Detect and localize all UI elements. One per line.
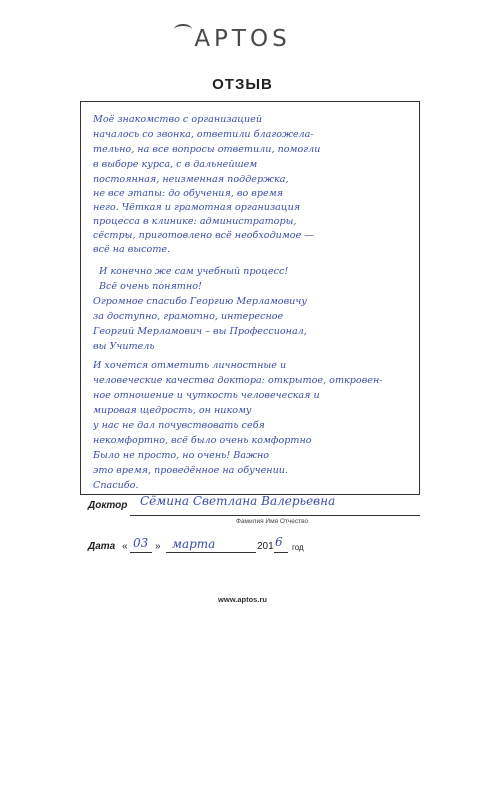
date-label: Дата	[88, 541, 116, 552]
date-year-underline	[274, 552, 288, 553]
review-line: в выборе курса, с в дальнейшем	[93, 159, 258, 170]
page-title: ОТЗЫВ	[212, 76, 273, 93]
review-line: ное отношение и чуткость человеческая и	[93, 390, 320, 401]
review-line: И конечно же сам учебный процесс!	[99, 266, 289, 277]
review-line: тельно, на все вопросы ответили, помогли	[93, 144, 321, 155]
review-line: всё на высоте.	[93, 244, 171, 255]
review-line: Огромное спасибо Георгию Мерламовичу	[93, 296, 307, 307]
date-year-handwritten: 6	[275, 535, 283, 549]
review-line: мировая щедрость, он никому	[93, 405, 252, 416]
name-caption: Фамилия Имя Отчество	[236, 518, 309, 525]
review-line: человеческие качества доктора: открытое, откровен-	[93, 375, 383, 386]
review-text-box	[80, 101, 420, 495]
review-line: процесса в клинике: администраторы,	[93, 216, 297, 227]
review-line: это время, проведённое на обучении.	[93, 465, 289, 476]
review-line: некомфортно, всё было очень комфортно	[93, 435, 312, 446]
review-line: Моё знакомство с организацией	[93, 114, 263, 125]
review-line: Было не просто, но очень! Важно	[93, 450, 270, 461]
review-line: вы Учитель	[93, 341, 155, 352]
date-day-handwritten: 03	[133, 536, 149, 550]
website-footer: www.aptos.ru	[218, 595, 267, 604]
logo-text: APTOS	[194, 26, 291, 52]
date-year-prefix: 201	[257, 541, 274, 552]
doctor-underline	[130, 515, 420, 516]
review-line: сёстры, приготовлено всё необходимое —	[93, 230, 314, 241]
date-quote-open: «	[122, 541, 128, 552]
date-day-underline	[130, 552, 152, 553]
date-quote-close: »	[155, 541, 161, 552]
review-line: Спасибо.	[93, 480, 139, 491]
date-month-underline	[166, 552, 256, 553]
date-month-handwritten: марта	[172, 537, 216, 551]
review-line: за доступно, грамотно, интересное	[93, 311, 284, 322]
logo-arc-icon	[174, 24, 192, 35]
doctor-label: Доктор	[88, 500, 128, 511]
review-line: не все этапы: до обучения, во время	[93, 188, 284, 199]
review-line: И хочется отметить личностные и	[93, 360, 287, 371]
review-line: Всё очень понятно!	[99, 281, 202, 292]
doctor-name-handwritten: Сёмина Светлана Валерьевна	[140, 494, 336, 508]
review-line: Георгий Мерламович – вы Профессионал,	[93, 326, 307, 337]
review-line: постоянная, неизменная поддержка,	[93, 174, 289, 185]
review-line: него. Чёткая и грамотная организация	[93, 202, 301, 213]
review-line: началось со звонка, ответили благожела-	[93, 129, 314, 140]
date-year-unit: год	[292, 543, 304, 552]
review-line: у нас не дал почувствовать себя	[93, 420, 265, 431]
